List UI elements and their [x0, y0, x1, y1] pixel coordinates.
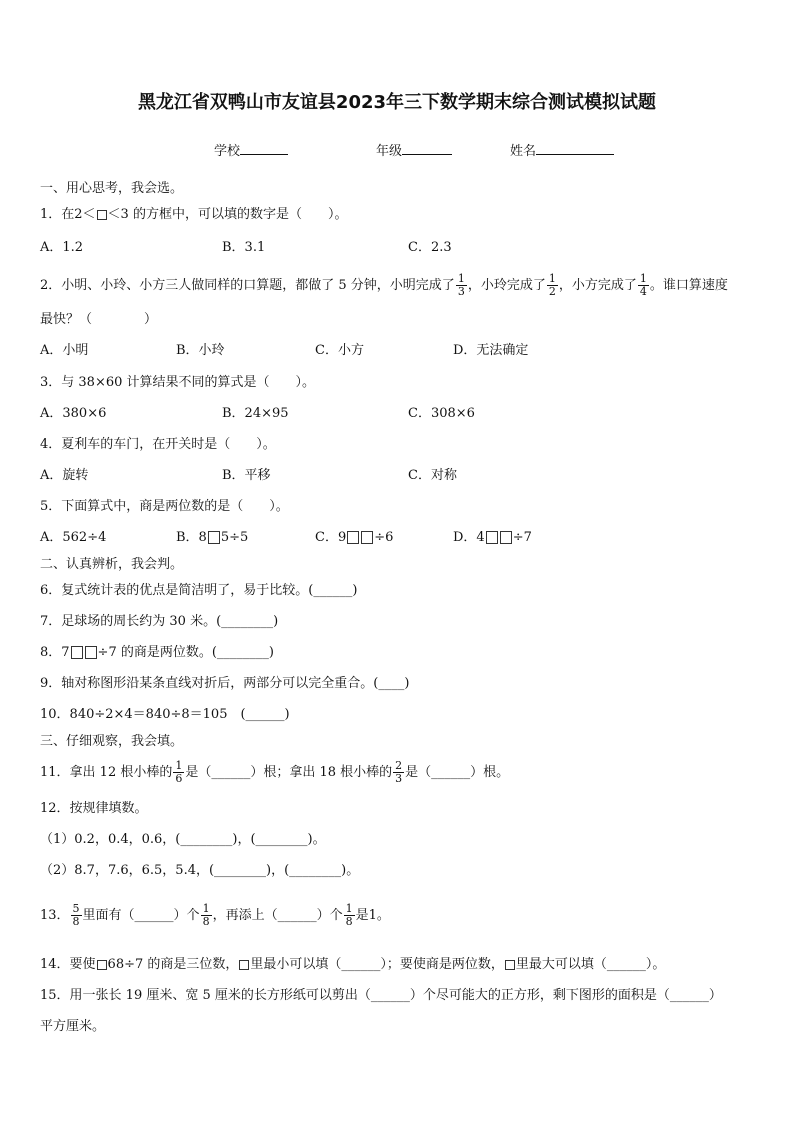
question-13: 13． $\frac{5}{8}$ 里面有（______）个 $\frac{1}{8}$ ，再添上（______）个 $\frac{1}{8}$ 是1。 [40, 902, 390, 928]
option-b: B．平移 [222, 468, 271, 483]
fraction: $\frac{1}{4}$ [639, 272, 647, 298]
question-12-part2: （2）8.7，7.6，6.5，5.4，(________)，(________)。 [40, 863, 360, 878]
name-field: 姓名 [510, 140, 614, 159]
option-c: C．9 ÷6 [315, 530, 394, 545]
box-icon [208, 531, 220, 544]
fraction: $\frac{1}{6}$ [175, 759, 183, 785]
box-icon [486, 531, 498, 544]
page-title: 黑龙江省双鸭山市友谊县2023年三下数学期末综合测试模拟试题 [137, 92, 657, 113]
fraction: $\frac{1}{8}$ [345, 902, 353, 928]
section-heading: 一、用心思考，我会选。 [40, 181, 184, 196]
question-2: 2．小明、小玲、小方三人做同样的口算题，都做了 5 分钟，小明完成了 $\frac{1}{3}$ ，小玲完成了 $\frac{1}{2}$ ，小方完成了 $\frac{1}{4}$ 。谁口算速度 [40, 272, 728, 298]
question-4: 4．夏利车的车门，在开关时是（ ）。 [40, 437, 276, 452]
option-b: B．小玲 [176, 343, 225, 358]
fraction: $\frac{1}{2}$ [548, 272, 556, 298]
section-heading: 二、认真辨析，我会判。 [40, 557, 184, 572]
question-6: 6．复式统计表的优点是简洁明了，易于比较。(______) [40, 583, 358, 598]
option-b: B．8 5÷5 [176, 530, 249, 545]
option-d: D．无法确定 [453, 343, 529, 358]
school-field: 学校 [214, 140, 288, 159]
box-icon [97, 960, 107, 970]
option-a: A．旋转 [40, 468, 89, 483]
fraction: $\frac{1}{3}$ [457, 272, 465, 298]
option-a: A．小明 [40, 343, 89, 358]
question-12: 12．按规律填数。 [40, 801, 148, 816]
option-a: A．562÷4 [40, 530, 107, 545]
question-8: 8．7 ÷7 的商是两位数。(________) [40, 645, 274, 660]
box-icon [71, 646, 83, 659]
option-a: A．380×6 [40, 406, 107, 421]
question-3: 3．与 38×60 计算结果不同的算式是（ ）。 [40, 375, 316, 390]
box-icon [347, 531, 359, 544]
section-heading: 三、仔细观察，我会填。 [40, 734, 184, 749]
option-d: D．4 ÷7 [453, 530, 532, 545]
question-9: 9．轴对称图形沿某条直线对折后，两部分可以完全重合。(____) [40, 676, 410, 691]
question-2-cont: 最快？（ ） [40, 312, 158, 327]
fraction: $\frac{2}{3}$ [395, 759, 403, 785]
fraction: $\frac{1}{8}$ [202, 902, 210, 928]
question-5: 5．下面算式中，商是两位数的是（ ）。 [40, 499, 289, 514]
fraction: $\frac{5}{8}$ [72, 902, 80, 928]
question-7: 7．足球场的周长约为 30 米。(________) [40, 614, 279, 629]
question-12-part1: （1）0.2，0.4，0.6，(________)，(________)。 [40, 832, 326, 847]
question-15: 15．用一张长 19 厘米、宽 5 厘米的长方形纸可以剪出（______）个尽可能大的正方形，剩下图形的面积是（______） [40, 988, 722, 1003]
question-15-cont: 平方厘米。 [40, 1019, 106, 1034]
box-icon [239, 960, 249, 970]
question-11: 11．拿出 12 根小棒的 $\frac{1}{6}$ 是（______）根；拿出 18 根小棒的 $\frac{2}{3}$ 是（______）根。 [40, 759, 510, 785]
question-10: 10．840÷2×4＝840÷8＝105 (______) [40, 707, 290, 722]
option-c: C．2.3 [408, 240, 452, 255]
option-b: B．3.1 [222, 240, 266, 255]
option-b: B．24×95 [222, 406, 289, 421]
grade-field: 年级 [376, 140, 452, 159]
option-c: C．小方 [315, 343, 364, 358]
question-1: 1．在2＜ ＜3 的方框中，可以填的数字是（ ）。 [40, 207, 348, 222]
option-c: C．对称 [408, 468, 457, 483]
option-a: A．1.2 [40, 240, 84, 255]
box-icon [85, 646, 97, 659]
box-icon [97, 210, 107, 220]
question-14: 14．要使 68÷7 的商是三位数， 里最小可以填（______）；要使商是两位数， 里最大可以填（______）。 [40, 957, 666, 972]
box-icon [500, 531, 512, 544]
box-icon [505, 960, 515, 970]
box-icon [361, 531, 373, 544]
option-c: C．308×6 [408, 406, 475, 421]
